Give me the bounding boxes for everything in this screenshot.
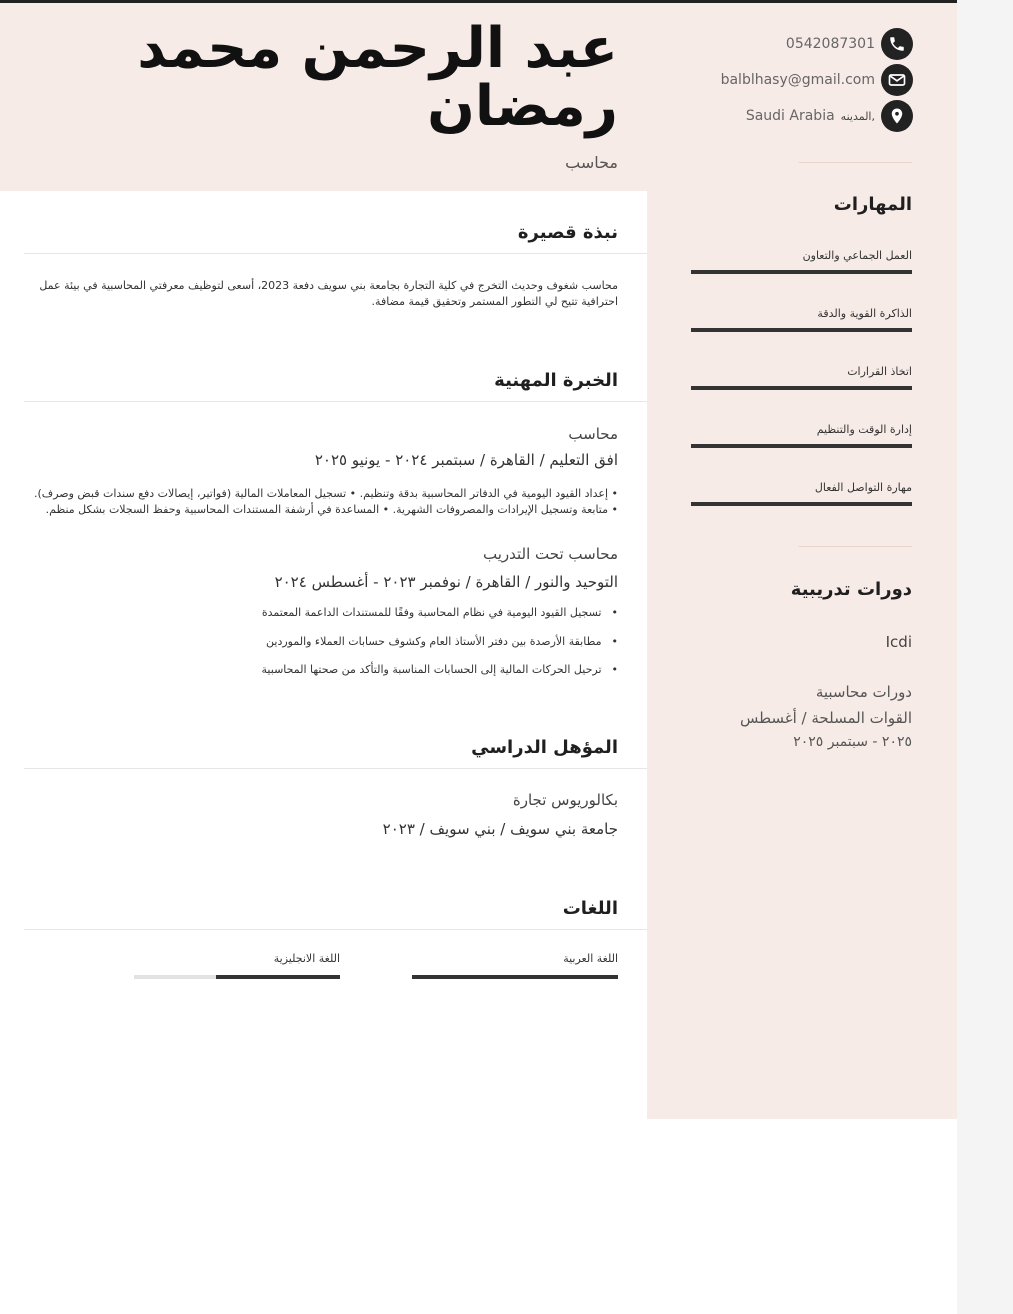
- skill-level-bar: [691, 444, 912, 448]
- contact-location: [746, 100, 913, 132]
- languages-title: اللغات: [562, 898, 618, 919]
- viewer-margin: [957, 0, 1013, 1314]
- section-rule: [24, 768, 647, 769]
- course-name: Icdi: [885, 633, 912, 651]
- school-line: جامعة بني سويف / بني سويف / ٢٠٢٣: [382, 820, 618, 838]
- experience-title: الخبرة المهنية: [494, 370, 618, 391]
- section-rule: [24, 253, 647, 254]
- skill-label: العمل الجماعي والتعاون: [802, 249, 912, 262]
- city-text: المدينه,: [840, 109, 875, 123]
- language-label: اللغة الانجليزية: [273, 952, 340, 965]
- course-org: القوات المسلحة / أغسطس: [739, 709, 912, 727]
- divider: [799, 162, 912, 163]
- skill-label: الذاكرة القوية والدقة: [817, 307, 912, 320]
- language-level-fill: [412, 975, 618, 979]
- summary-text: محاسب شغوف وحديث التخرج في كلية التجارة بجامعة بني سويف دفعة 2023، أسعى لتوظيف معرفتي المحاسبية في بيئة عمل احترافية تتيح لي التطور المستمر وتحقيق قيمة مضافة.: [39, 279, 618, 308]
- contact-email: [721, 64, 913, 96]
- job-duties: • إعداد القيود اليومية في الدفاتر المحاسبية بدقة وتنظيم. • تسجيل المعاملات المالية (فواتير، إيصالات دفع سندات قبض وصرف). • متابعة وتسجيل الإيرادات والمصروفات الشهرية. • المساعدة في أرشفة المستندات المحاسبية وحفظ السجلات بشكل منظم.: [34, 487, 618, 516]
- job-title: محاسب: [565, 153, 618, 172]
- degree: بكالوريوس تجارة: [512, 791, 618, 809]
- divider: [799, 546, 912, 547]
- job-bullet: • ترحيل الحركات المالية إلى الحسابات المناسبة والتأكد من صحتها المحاسبية: [262, 663, 618, 676]
- phone-text: 0542087301: [785, 36, 875, 52]
- top-border: [0, 0, 957, 3]
- section-rule: [24, 929, 647, 930]
- envelope-icon: [881, 64, 913, 96]
- education-title: المؤهل الدراسي: [471, 737, 618, 758]
- language-level-fill: [216, 975, 340, 979]
- skill-label: مهارة التواصل الفعال: [814, 481, 912, 494]
- job-company: التوحيد والنور / القاهرة / نوفمبر ٢٠٢٣ - أغسطس ٢٠٢٤: [274, 573, 618, 591]
- contact-phone: [786, 28, 913, 60]
- skill-level-bar: [691, 270, 912, 274]
- skill-level-bar: [691, 386, 912, 390]
- job-bullet: • تسجيل القيود اليومية في نظام المحاسبة وفقًا للمستندات الداعمة المعتمدة: [262, 606, 618, 619]
- phone-icon: [881, 28, 913, 60]
- location-pin-icon: [881, 100, 913, 132]
- skill-label: إدارة الوقت والتنظيم: [816, 423, 912, 436]
- skills-title: المهارات: [833, 194, 912, 215]
- language-level-track: [412, 975, 618, 979]
- language-label: اللغة العربية: [563, 952, 618, 965]
- course-date: ٢٠٢٥ - سبتمبر ٢٠٢٥: [793, 734, 912, 750]
- skill-level-bar: [691, 502, 912, 506]
- course-name: دورات محاسبية: [815, 683, 912, 701]
- skill-level-bar: [691, 328, 912, 332]
- section-rule: [24, 401, 647, 402]
- job-role: محاسب: [568, 425, 618, 443]
- summary-title: نبذة قصيرة: [517, 222, 618, 243]
- language-level-track: [134, 975, 340, 979]
- job-role: محاسب تحت التدريب: [483, 545, 618, 563]
- skill-label: اتخاذ القرارات: [847, 365, 912, 378]
- job-bullet: • مطابقة الأرصدة بين دفتر الأستاذ العام وكشوف حسابات العملاء والموردين: [266, 635, 618, 648]
- person-name: عبد الرحمن محمد رمضان: [137, 16, 618, 139]
- courses-title: دورات تدريبية: [790, 579, 912, 600]
- job-company: افق التعليم / القاهرة / سبتمبر ٢٠٢٤ - يونيو ٢٠٢٥: [314, 451, 618, 469]
- email-text: balblhasy@gmail.com: [720, 72, 875, 88]
- country-text: Saudi Arabia: [745, 108, 835, 124]
